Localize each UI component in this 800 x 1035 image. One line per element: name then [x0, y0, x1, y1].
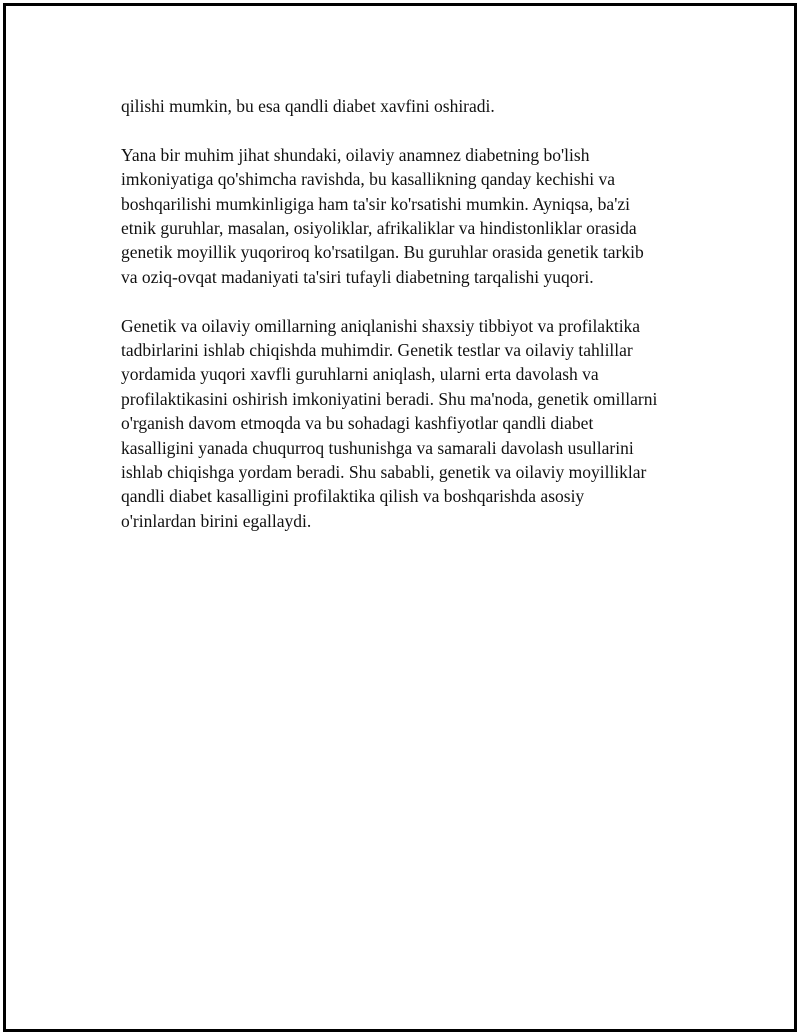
text-line: kasalligini yanada chuqurroq tushunishga va samarali davolash usullarini [121, 437, 634, 458]
text-line: Genetik va oilaviy omillarning aniqlanishi shaxsiy tibbiyot va profilaktika [121, 315, 641, 336]
text-line: profilaktikasini oshirish imkoniyatini beradi. Shu ma'noda, genetik omillarni [121, 388, 658, 409]
text-line: etnik guruhlar, masalan, osiyoliklar, afrikaliklar va hindistonliklar orasida [121, 218, 637, 239]
paragraph-2 [121, 143, 701, 289]
text-line: va oziq-ovqat madaniyati ta'siri tufayli diabetning tarqalishi yuqori. [121, 266, 594, 287]
text-line: o'rinlardan birini egallaydi. [121, 510, 312, 531]
paragraph-1 [121, 94, 701, 118]
text-line: boshqarilishi mumkinligiga ham ta'sir ko'rsatishi mumkin. Ayniqsa, ba'zi [121, 193, 630, 214]
text-line: imkoniyatiga qo'shimcha ravishda, bu kasallikning qanday kechishi va [121, 169, 616, 190]
text-line: genetik moyillik yuqoriroq ko'rsatilgan. Bu guruhlar orasida genetik tarkib [121, 242, 644, 263]
document-body [121, 94, 701, 558]
text-line: yordamida yuqori xavfli guruhlarni aniqlash, ularni erta davolash va [121, 364, 599, 385]
text-line: qandli diabet kasalligini profilaktika qilish va boshqarishda asosiy [121, 486, 585, 507]
document-page [3, 3, 797, 1032]
text-line: tadbirlarini ishlab chiqishda muhimdir. Genetik testlar va oilaviy tahlillar [121, 340, 633, 361]
text-line: qilishi mumkin, bu esa qandli diabet xavfini oshiradi. [121, 96, 495, 116]
text-line: Yana bir muhim jihat shundaki, oilaviy anamnez diabetning bo'lish [121, 144, 590, 165]
text-line: o'rganish davom etmoqda va bu sohadagi kashfiyotlar qandli diabet [121, 413, 594, 434]
text-line: ishlab chiqishga yordam beradi. Shu sababli, genetik va oilaviy moyilliklar [121, 462, 647, 483]
paragraph-3 [121, 314, 701, 534]
